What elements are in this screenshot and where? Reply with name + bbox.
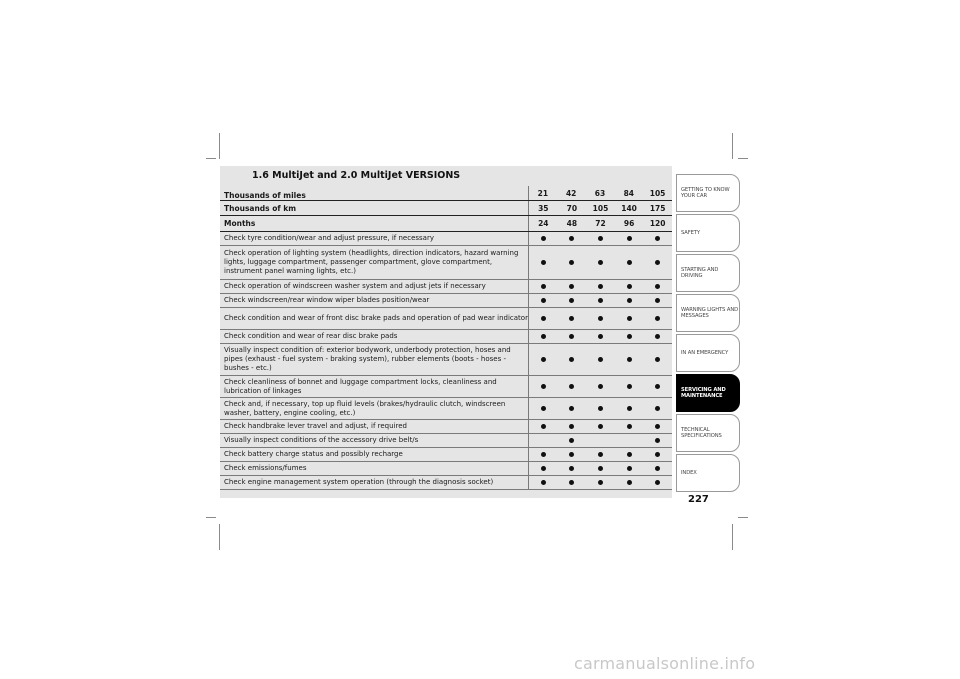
interval-cell bbox=[643, 294, 672, 307]
interval-cell bbox=[643, 280, 672, 293]
check-dot-icon bbox=[541, 452, 546, 457]
interval-cell bbox=[558, 476, 587, 489]
check-dot-icon bbox=[598, 452, 603, 457]
tab-label: INDEX bbox=[681, 469, 697, 476]
check-dot-icon bbox=[598, 424, 603, 429]
interval-cell bbox=[528, 294, 558, 307]
check-dot-icon bbox=[655, 236, 660, 241]
tab-label: GETTING TO KNOW YOUR CAR bbox=[681, 186, 730, 199]
table-row bbox=[220, 232, 672, 246]
check-dot-icon bbox=[627, 284, 632, 289]
interval-cell bbox=[528, 476, 558, 489]
interval-cell bbox=[643, 376, 672, 397]
tab-safety[interactable] bbox=[676, 214, 740, 252]
interval-cell bbox=[615, 280, 644, 293]
tab-getting-to-know-your-car[interactable] bbox=[676, 174, 740, 212]
operation-label: Check windscreen/rear window wiper blades position/wear bbox=[224, 296, 430, 304]
check-dot-icon bbox=[598, 406, 603, 411]
table-row bbox=[220, 294, 672, 308]
check-dot-icon bbox=[598, 260, 603, 265]
interval-cell bbox=[528, 308, 558, 329]
interval-cell bbox=[615, 462, 644, 475]
operation-label: Check operation of lighting system (headlights, direction indicators, hazard warning lights, luggage compartment, passenger compartment, glove compartment, instrument panel warning lights, etc.) bbox=[224, 249, 519, 275]
header-value: 24 bbox=[528, 216, 558, 231]
empty-cell bbox=[541, 438, 546, 443]
crop-mark bbox=[738, 517, 748, 518]
interval-cell bbox=[643, 344, 672, 375]
interval-cell bbox=[558, 462, 587, 475]
header-value: 175 bbox=[649, 203, 666, 213]
interval-cell bbox=[643, 308, 672, 329]
interval-cell bbox=[586, 246, 615, 279]
check-dot-icon bbox=[655, 424, 660, 429]
operation-label: Check battery charge status and possibly recharge bbox=[224, 450, 403, 458]
interval-cell bbox=[586, 462, 615, 475]
header-label: Months bbox=[224, 219, 256, 228]
operation-label: Check emissions/fumes bbox=[224, 464, 307, 472]
table-header-row bbox=[220, 186, 672, 201]
interval-cell bbox=[528, 420, 558, 433]
check-dot-icon bbox=[655, 284, 660, 289]
check-dot-icon bbox=[655, 316, 660, 321]
interval-cell bbox=[615, 448, 644, 461]
check-dot-icon bbox=[598, 236, 603, 241]
interval-cell bbox=[528, 344, 558, 375]
interval-cell bbox=[586, 398, 615, 419]
header-value: 70 bbox=[566, 203, 578, 213]
check-dot-icon bbox=[541, 384, 546, 389]
header-value: 96 bbox=[623, 219, 635, 228]
check-dot-icon bbox=[569, 298, 574, 303]
tab-label: SAFETY bbox=[681, 229, 700, 236]
table-header-row bbox=[220, 216, 672, 232]
check-dot-icon bbox=[627, 236, 632, 241]
interval-cell bbox=[615, 420, 644, 433]
interval-cell bbox=[586, 294, 615, 307]
header-value: 42 bbox=[565, 189, 577, 198]
check-dot-icon bbox=[655, 357, 660, 362]
tab-technical-specifications[interactable] bbox=[676, 414, 740, 452]
interval-cell bbox=[586, 420, 615, 433]
check-dot-icon bbox=[598, 298, 603, 303]
interval-cell bbox=[586, 448, 615, 461]
interval-cell bbox=[558, 398, 587, 419]
interval-cell bbox=[586, 330, 615, 343]
check-dot-icon bbox=[627, 466, 632, 471]
interval-cell bbox=[558, 294, 587, 307]
check-dot-icon bbox=[627, 357, 632, 362]
table-row bbox=[220, 398, 672, 420]
check-dot-icon bbox=[541, 480, 546, 485]
interval-cell bbox=[643, 246, 672, 279]
interval-cell bbox=[558, 344, 587, 375]
check-dot-icon bbox=[541, 316, 546, 321]
interval-cell bbox=[558, 280, 587, 293]
empty-cell bbox=[627, 438, 632, 443]
check-dot-icon bbox=[598, 384, 603, 389]
operation-label: Visually inspect condition of: exterior bodywork, underbody protection, hoses and pipes (exhaust - fuel system - braking system), rubber elements (boots - hoses - bushes - etc.) bbox=[224, 346, 511, 372]
header-value: 48 bbox=[566, 219, 578, 228]
table-row bbox=[220, 420, 672, 434]
check-dot-icon bbox=[598, 284, 603, 289]
interval-cell bbox=[615, 434, 644, 447]
interval-cell bbox=[528, 448, 558, 461]
check-dot-icon bbox=[569, 316, 574, 321]
interval-cell bbox=[528, 330, 558, 343]
check-dot-icon bbox=[627, 334, 632, 339]
check-dot-icon bbox=[569, 480, 574, 485]
check-dot-icon bbox=[598, 357, 603, 362]
header-value: 72 bbox=[595, 219, 606, 228]
interval-cell bbox=[586, 232, 615, 245]
table-row bbox=[220, 308, 672, 330]
interval-cell bbox=[558, 246, 587, 279]
interval-cell bbox=[643, 330, 672, 343]
check-dot-icon bbox=[598, 316, 603, 321]
tab-label: SERVICING AND MAINTENANCE bbox=[681, 386, 726, 399]
check-dot-icon bbox=[569, 357, 574, 362]
check-dot-icon bbox=[655, 260, 660, 265]
interval-cell bbox=[586, 280, 615, 293]
tab-in-an-emergency[interactable] bbox=[676, 334, 740, 372]
page-number: 227 bbox=[688, 494, 709, 505]
check-dot-icon bbox=[598, 466, 603, 471]
interval-cell bbox=[643, 232, 672, 245]
interval-cell bbox=[586, 476, 615, 489]
check-dot-icon bbox=[627, 406, 632, 411]
header-value: 140 bbox=[621, 203, 637, 213]
table-header-row bbox=[220, 201, 672, 216]
check-dot-icon bbox=[598, 480, 603, 485]
check-dot-icon bbox=[569, 466, 574, 471]
tab-label: STARTING AND DRIVING bbox=[681, 266, 719, 279]
maintenance-table bbox=[220, 186, 672, 490]
operation-label: Check engine management system operation (through the diagnosis socket) bbox=[224, 478, 494, 486]
interval-cell bbox=[615, 308, 644, 329]
empty-cell bbox=[598, 438, 603, 443]
interval-cell bbox=[528, 398, 558, 419]
table-row bbox=[220, 448, 672, 462]
header-value: 105 bbox=[592, 203, 609, 213]
interval-cell bbox=[586, 344, 615, 375]
check-dot-icon bbox=[627, 260, 632, 265]
interval-cell bbox=[615, 376, 644, 397]
check-dot-icon bbox=[627, 298, 632, 303]
interval-cell bbox=[643, 398, 672, 419]
check-dot-icon bbox=[541, 466, 546, 471]
interval-cell bbox=[643, 434, 672, 447]
interval-cell bbox=[643, 476, 672, 489]
table-row bbox=[220, 344, 672, 376]
check-dot-icon bbox=[627, 316, 632, 321]
interval-cell bbox=[586, 376, 615, 397]
check-dot-icon bbox=[569, 438, 574, 443]
tab-warning-lights-and-messages[interactable] bbox=[676, 294, 740, 332]
interval-cell bbox=[615, 246, 644, 279]
header-value: 63 bbox=[594, 189, 606, 198]
operation-label: Check condition and wear of rear disc brake pads bbox=[224, 332, 398, 340]
check-dot-icon bbox=[655, 384, 660, 389]
check-dot-icon bbox=[569, 424, 574, 429]
check-dot-icon bbox=[569, 284, 574, 289]
header-value: 21 bbox=[528, 186, 557, 200]
table-row bbox=[220, 462, 672, 476]
check-dot-icon bbox=[569, 406, 574, 411]
interval-cell bbox=[558, 376, 587, 397]
check-dot-icon bbox=[627, 384, 632, 389]
header-value: 35 bbox=[528, 201, 558, 215]
check-dot-icon bbox=[655, 466, 660, 471]
interval-cell bbox=[643, 420, 672, 433]
interval-cell bbox=[558, 420, 587, 433]
interval-cell bbox=[615, 476, 644, 489]
section-title: 1.6 MultiJet and 2.0 MultiJet VERSIONS bbox=[252, 170, 461, 181]
interval-cell bbox=[528, 376, 558, 397]
tab-label: WARNING LIGHTS AND MESSAGES bbox=[681, 306, 739, 319]
operation-label: Check cleanliness of bonnet and luggage compartment locks, cleanliness and lubrication of linkages bbox=[224, 377, 497, 395]
table-row bbox=[220, 434, 672, 448]
crop-mark bbox=[732, 524, 733, 550]
check-dot-icon bbox=[569, 334, 574, 339]
check-dot-icon bbox=[655, 480, 660, 485]
check-dot-icon bbox=[541, 424, 546, 429]
check-dot-icon bbox=[541, 284, 546, 289]
check-dot-icon bbox=[541, 260, 546, 265]
interval-cell bbox=[615, 330, 644, 343]
crop-mark bbox=[219, 524, 220, 550]
header-value: 120 bbox=[649, 219, 666, 228]
interval-cell bbox=[586, 308, 615, 329]
interval-cell bbox=[643, 448, 672, 461]
tab-label: TECHNICAL SPECIFICATIONS bbox=[681, 426, 722, 439]
section-tabs bbox=[676, 174, 740, 494]
crop-mark bbox=[738, 158, 748, 159]
interval-cell bbox=[615, 398, 644, 419]
header-label: Thousands of km bbox=[224, 203, 297, 213]
tab-label: IN AN EMERGENCY bbox=[681, 349, 729, 356]
check-dot-icon bbox=[655, 406, 660, 411]
interval-cell bbox=[558, 330, 587, 343]
check-dot-icon bbox=[541, 334, 546, 339]
check-dot-icon bbox=[655, 334, 660, 339]
check-dot-icon bbox=[569, 236, 574, 241]
operation-label: Check tyre condition/wear and adjust pressure, if necessary bbox=[224, 234, 434, 242]
operation-label: Visually inspect conditions of the accessory drive belt/s bbox=[224, 436, 419, 444]
check-dot-icon bbox=[541, 406, 546, 411]
operation-label: Check operation of windscreen washer system and adjust jets if necessary bbox=[224, 282, 486, 290]
table-row bbox=[220, 476, 672, 490]
header-value: 84 bbox=[623, 189, 634, 198]
check-dot-icon bbox=[569, 452, 574, 457]
tab-index[interactable] bbox=[676, 454, 740, 492]
interval-cell bbox=[615, 344, 644, 375]
operation-label: Check condition and wear of front disc brake pads and operation of pad wear indicator bbox=[224, 314, 528, 322]
header-value: 105 bbox=[649, 189, 666, 198]
check-dot-icon bbox=[655, 298, 660, 303]
interval-cell bbox=[558, 232, 587, 245]
check-dot-icon bbox=[627, 480, 632, 485]
operation-label: Check and, if necessary, top up fluid levels (brakes/hydraulic clutch, windscreen washer, battery, engine cooling, etc.) bbox=[224, 399, 506, 417]
interval-cell bbox=[615, 294, 644, 307]
interval-cell bbox=[528, 434, 558, 447]
check-dot-icon bbox=[655, 438, 660, 443]
tab-servicing-and-maintenance[interactable] bbox=[676, 374, 740, 412]
interval-cell bbox=[615, 232, 644, 245]
operation-label: Check handbrake lever travel and adjust, if required bbox=[224, 422, 407, 430]
table-row bbox=[220, 376, 672, 398]
crop-mark bbox=[206, 517, 216, 518]
interval-cell bbox=[558, 448, 587, 461]
interval-cell bbox=[528, 246, 558, 279]
check-dot-icon bbox=[541, 236, 546, 241]
crop-mark bbox=[219, 133, 220, 159]
crop-mark bbox=[732, 133, 733, 159]
watermark: carmanualsonline.info bbox=[574, 654, 756, 673]
check-dot-icon bbox=[541, 357, 546, 362]
check-dot-icon bbox=[655, 452, 660, 457]
tab-starting-and-driving[interactable] bbox=[676, 254, 740, 292]
check-dot-icon bbox=[569, 384, 574, 389]
header-label: Thousands of miles bbox=[224, 191, 306, 200]
table-row bbox=[220, 330, 672, 344]
check-dot-icon bbox=[627, 452, 632, 457]
interval-cell bbox=[528, 232, 558, 245]
check-dot-icon bbox=[627, 424, 632, 429]
interval-cell bbox=[558, 308, 587, 329]
check-dot-icon bbox=[541, 298, 546, 303]
check-dot-icon bbox=[598, 334, 603, 339]
table-row bbox=[220, 280, 672, 294]
interval-cell bbox=[528, 280, 558, 293]
interval-cell bbox=[643, 462, 672, 475]
interval-cell bbox=[586, 434, 615, 447]
check-dot-icon bbox=[569, 260, 574, 265]
interval-cell bbox=[558, 434, 587, 447]
interval-cell bbox=[528, 462, 558, 475]
crop-mark bbox=[206, 158, 216, 159]
table-row bbox=[220, 246, 672, 280]
